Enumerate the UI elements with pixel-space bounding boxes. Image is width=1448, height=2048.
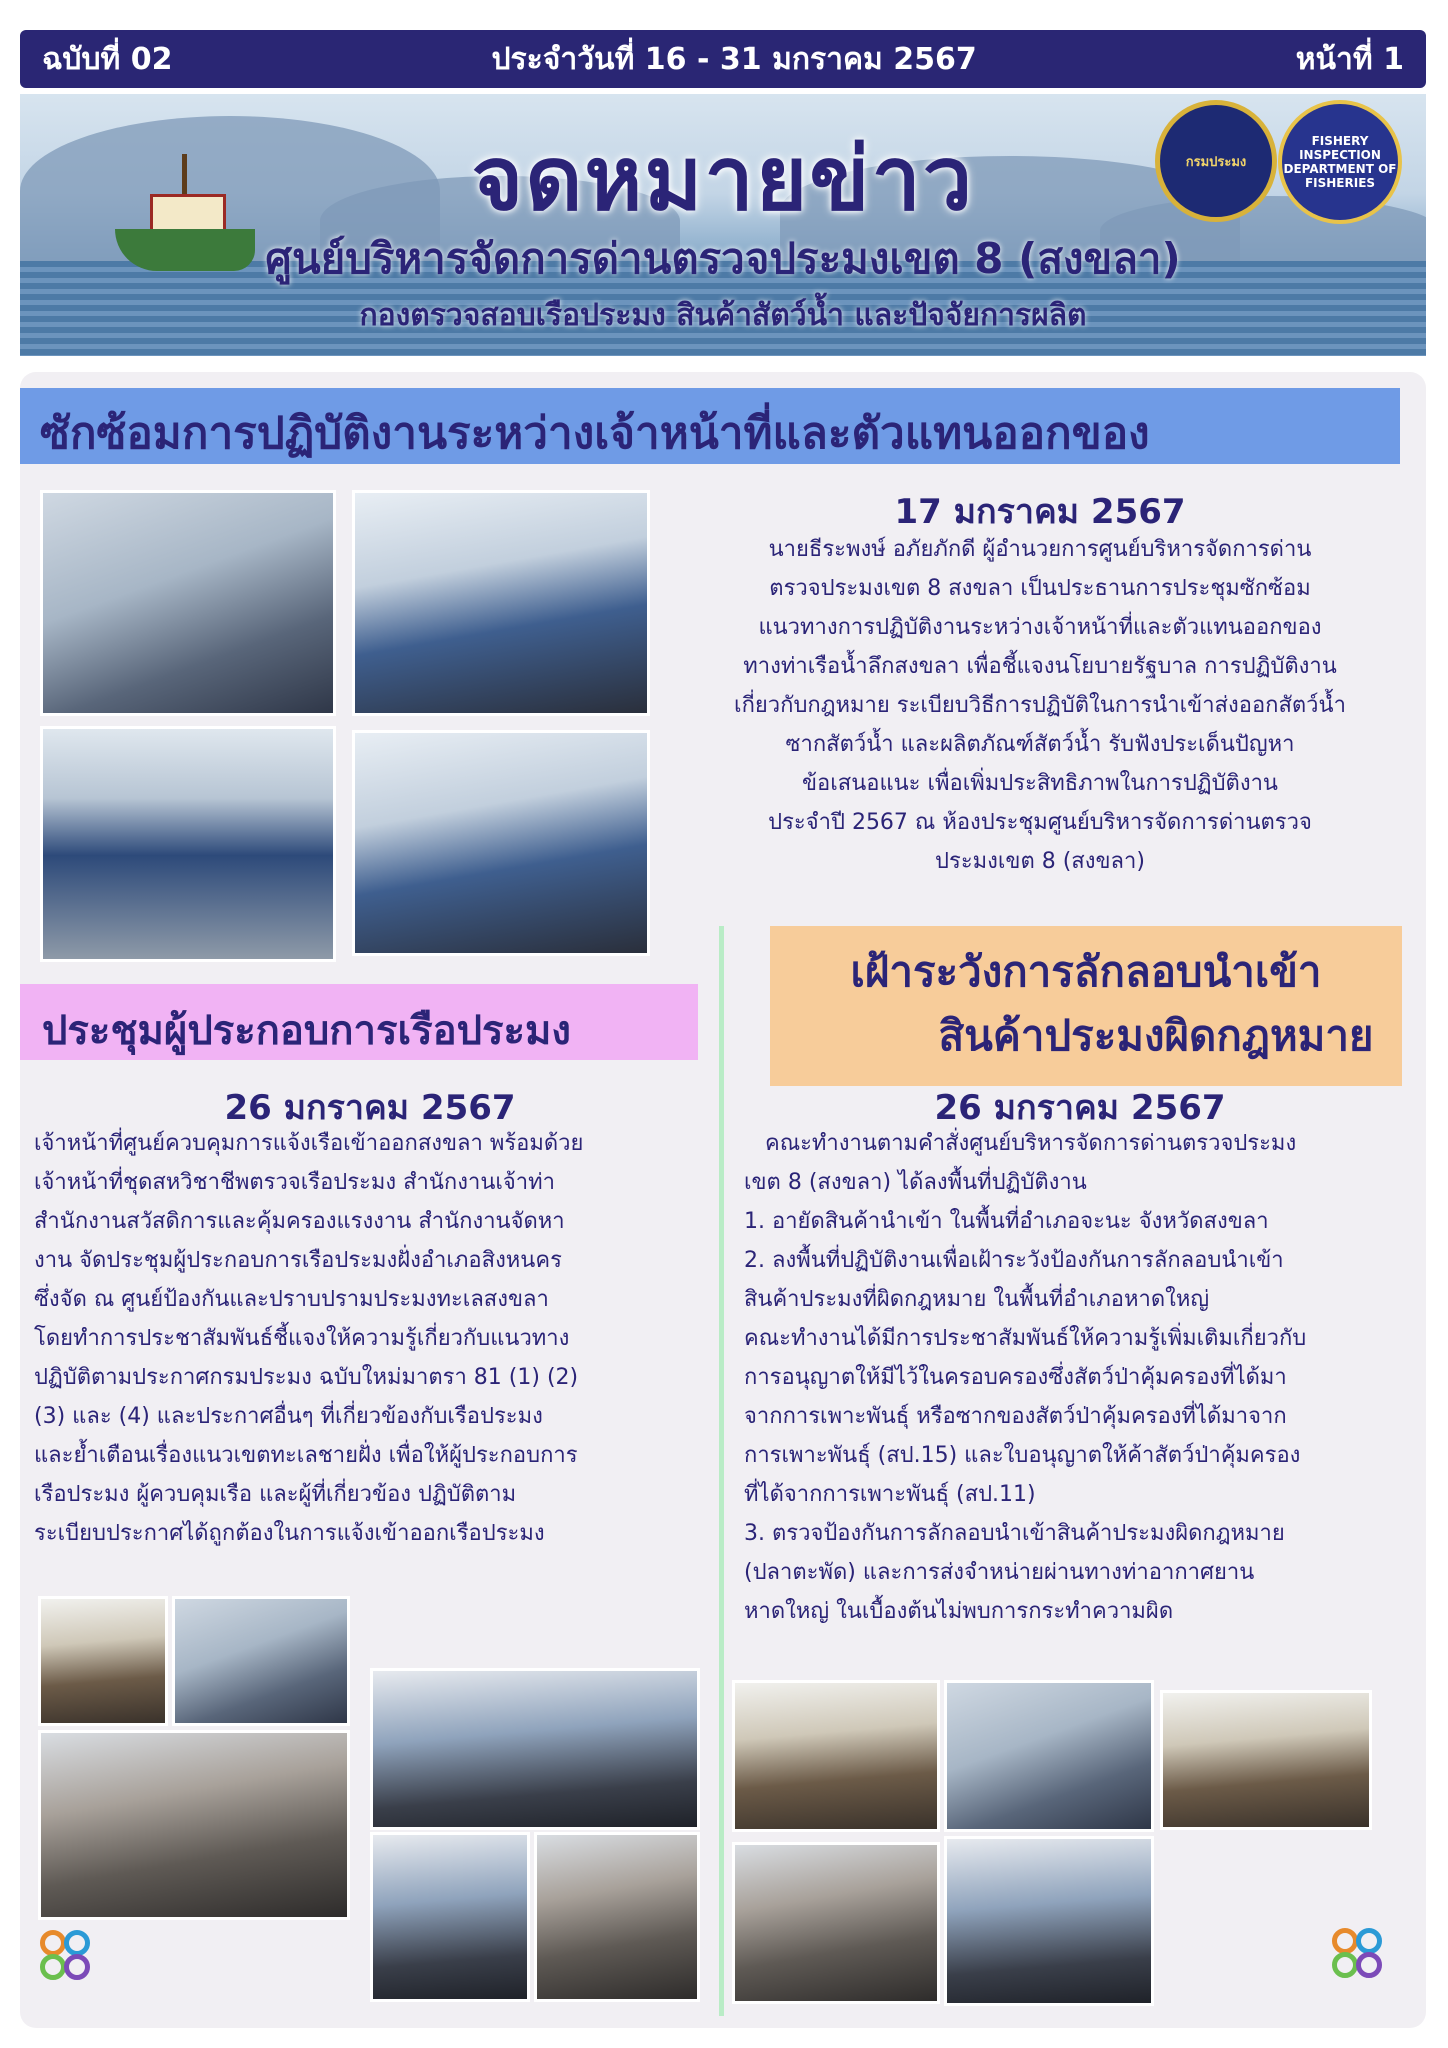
meeting-photo	[40, 490, 336, 716]
section2-line: เรือประมง ผู้ควบคุมเรือ และผู้ที่เกี่ยวข้อง ปฏิบัติตาม	[34, 1482, 517, 1507]
section3-line: ที่ได้จากการเพาะพันธุ์ (สป.11)	[744, 1482, 1036, 1507]
meeting-photo	[38, 1596, 168, 1726]
section3-line: จากการเพาะพันธุ์ หรือซากของสัตว์ป่าคุ้มครองที่ได้มาจาก	[744, 1404, 1287, 1429]
section2-line: เจ้าหน้าที่ชุดสหวิชาชีพตรวจเรือประมง สำนักงานเจ้าท่า	[34, 1170, 556, 1195]
section3-line: 3. ตรวจป้องกันการลักลอบนำเข้าสินค้าประมงผิดกฎหมาย	[744, 1521, 1285, 1546]
section2-line: โดยทำการประชาสัมพันธ์ชี้แจงให้ความรู้เกี่ยวกับแนวทาง	[34, 1326, 570, 1351]
section2-line: งาน จัดประชุมผู้ประกอบการเรือประมงฝั่งอำเภอสิงหนคร	[34, 1248, 562, 1273]
group-photo	[40, 726, 336, 962]
section3-line: คณะทำงานตามคำสั่งศูนย์บริหารจัดการด่านตรวจประมง	[744, 1131, 1297, 1156]
section3-line: (ปลาตะพัด) และการส่งจำหน่ายผ่านทางท่าอากาศยาน	[744, 1560, 1255, 1585]
section3-date: 26 มกราคม 2567	[934, 1088, 1226, 1128]
section2-line: ปฏิบัติตามประกาศกรมประมง ฉบับใหม่มาตรา 81 (1) (2)	[34, 1365, 579, 1390]
knot-logo-icon	[40, 1930, 98, 1988]
section1-line: ประจำปี 2567 ณ ห้องประชุมศูนย์บริหารจัดการด่านตรวจ	[768, 810, 1312, 835]
page-number: หน้าที่ 1	[1295, 41, 1404, 77]
section3-line: เขต 8 (สงขลา) ได้ลงพื้นที่ปฏิบัติงาน	[744, 1170, 1087, 1195]
meeting-photo	[370, 1832, 530, 2002]
inspection-photo	[944, 1680, 1154, 1832]
section1-line: ประมงเขต 8 (สงขลา)	[935, 849, 1145, 874]
inspection-photo	[944, 1836, 1154, 2006]
inspection-photo	[732, 1842, 940, 2004]
inspection-photo	[732, 1680, 940, 1832]
section2-line: ซึ่งจัด ณ ศูนย์ป้องกันและปราบปรามประมงทะเลสงขลา	[34, 1287, 549, 1312]
section1-body	[680, 530, 1400, 881]
section3-line: หาดใหญ่ ในเบื้องต้นไม่พบการกระทำความผิด	[744, 1599, 1174, 1624]
meeting-photo	[38, 1730, 350, 1920]
section2-line: และย้ำเตือนเรื่องแนวเขตทะเลชายฝั่ง เพื่อให้ผู้ประกอบการ	[34, 1443, 578, 1468]
knot-logo-icon	[1332, 1928, 1390, 1986]
section1-line: ข้อเสนอแนะ เพื่อเพิ่มประสิทธิภาพในการปฏิบัติงาน	[802, 771, 1278, 796]
section1-line: ตรวจประมงเขต 8 สงขลา เป็นประธานการประชุมซักซ้อม	[769, 576, 1311, 601]
section3-heading	[770, 926, 1402, 1086]
section3-line: คณะทำงานได้มีการประชาสัมพันธ์ให้ความรู้เพิ่มเติมเกี่ยวกับ	[744, 1326, 1307, 1351]
section2-line: เจ้าหน้าที่ศูนย์ควบคุมการแจ้งเรือเข้าออกสงขลา พร้อมด้วย	[34, 1131, 584, 1156]
section1-line: เกี่ยวกับกฎหมาย ระเบียบวิธีการปฏิบัติในการนำเข้าส่งออกสัตว์น้ำ	[734, 693, 1346, 718]
meeting-photo	[172, 1596, 350, 1726]
section2-line: ระเบียบประกาศได้ถูกต้องในการแจ้งเข้าออกเรือประมง	[34, 1521, 545, 1546]
section3-line: การอนุญาตให้มีไว้ในครอบครองซึ่งสัตว์ป่าคุ้มครองที่ได้มา	[744, 1365, 1287, 1390]
meeting-photo	[370, 1668, 700, 1830]
section1-line: นายธีระพงษ์ อภัยภักดี ผู้อำนวยการศูนย์บริหารจัดการด่าน	[768, 537, 1312, 562]
section1-line: ทางท่าเรือน้ำลึกสงขลา เพื่อชี้แจงนโยบายรัฐบาล การปฏิบัติงาน	[743, 654, 1337, 679]
section2-heading: ประชุมผู้ประกอบการเรือประมง	[20, 984, 698, 1060]
section2-date: 26 มกราคม 2567	[224, 1088, 516, 1128]
meeting-photo	[534, 1832, 700, 2002]
section3-line: 1. อายัดสินค้านำเข้า ในพื้นที่อำเภอจะนะ จังหวัดสงขลา	[744, 1209, 1269, 1234]
section1-line: แนวทางการปฏิบัติงานระหว่างเจ้าหน้าที่และตัวแทนออกของ	[758, 615, 1322, 640]
logo2-text: FISHERY INSPECTION DEPARTMENT OF FISHERIES	[1283, 134, 1397, 190]
section3-heading-line2: สินค้าประมงผิดกฎหมาย	[938, 1011, 1374, 1060]
section3-heading-line1: เฝ้าระวังการลักลอบนำเข้า	[850, 947, 1322, 996]
section1-heading: ซักซ้อมการปฏิบัติงานระหว่างเจ้าหน้าที่และตัวแทนออกของ	[20, 388, 1400, 464]
issue-period: ประจำวันที่ 16 - 31 มกราคม 2567	[491, 41, 977, 77]
meeting-photo	[352, 730, 650, 956]
section1-line: ซากสัตว์น้ำ และผลิตภัณฑ์สัตว์น้ำ รับฟังประเด็นปัญหา	[785, 732, 1295, 757]
logo1-text: กรมประมง	[1185, 154, 1247, 170]
section2-line: (3) และ (4) และประกาศอื่นๆ ที่เกี่ยวข้องกับเรือประมง	[34, 1404, 543, 1429]
section2-line: สำนักงานสวัสดิการและคุ้มครองแรงงาน สำนักงานจัดหา	[34, 1209, 565, 1234]
section3-line: การเพาะพันธุ์ (สป.15) และใบอนุญาตให้ค้าสัตว์ป่าคุ้มครอง	[744, 1443, 1301, 1468]
issue-number: ฉบับที่ 02	[42, 41, 173, 77]
section3-body	[744, 1124, 1424, 1631]
newsletter-subtitle-2: กองตรวจสอบเรือประมง สินค้าสัตว์น้ำ และปัจจัยการผลิต	[359, 298, 1087, 333]
section3-line: 2. ลงพื้นที่ปฏิบัติงานเพื่อเฝ้าระวังป้องกันการลักลอบนำเข้า	[744, 1248, 1284, 1273]
issue-bar	[20, 30, 1426, 88]
section1-date: 17 มกราคม 2567	[894, 492, 1186, 532]
newsletter-subtitle: ศูนย์บริหารจัดการด่านตรวจประมงเขต 8 (สงขลา)	[265, 234, 1181, 283]
section2-body	[34, 1124, 714, 1553]
fishery-inspection-logo	[1278, 100, 1402, 224]
inspection-photo	[1160, 1690, 1372, 1830]
newsletter-title: จดหมายข่าว	[471, 127, 975, 230]
meeting-photo	[352, 490, 650, 716]
section3-line: สินค้าประมงที่ผิดกฎหมาย ในพื้นที่อำเภอหาดใหญ่	[744, 1287, 1210, 1312]
department-seal-logo	[1155, 100, 1277, 222]
